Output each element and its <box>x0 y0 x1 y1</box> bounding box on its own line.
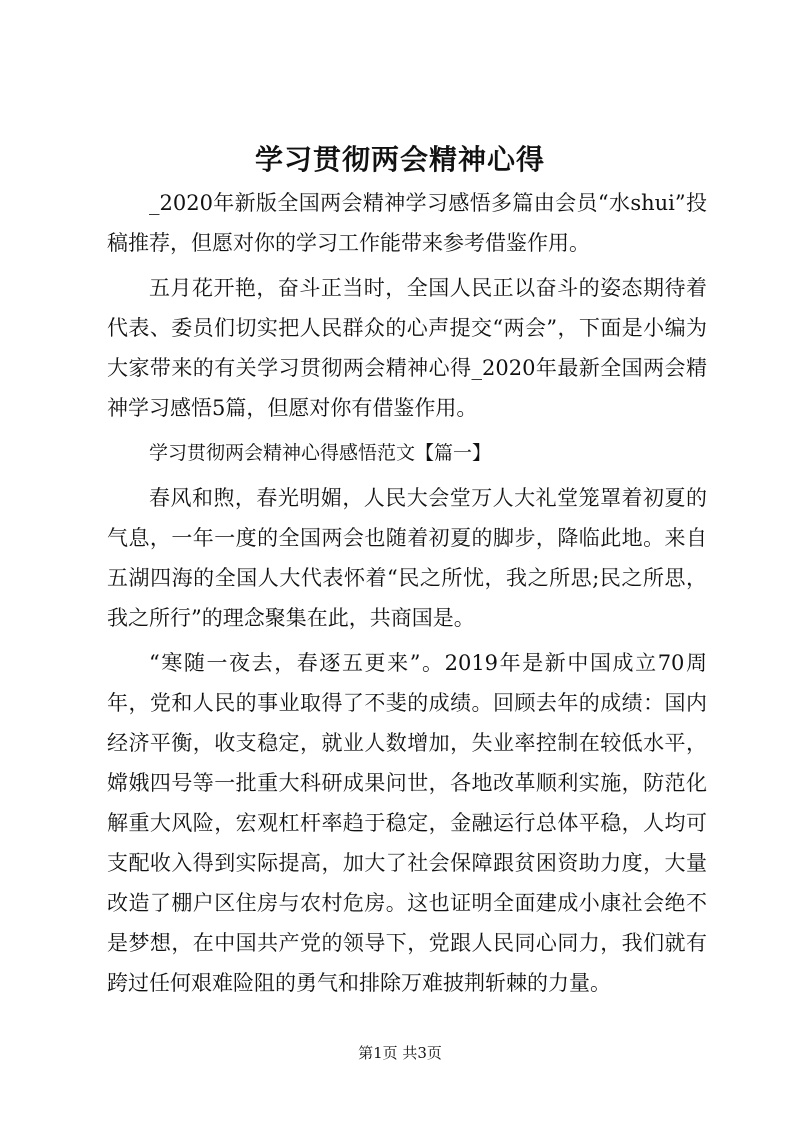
section-heading: 学习贯彻两会精神心得感悟范文【篇一】 <box>149 442 492 464</box>
paragraph-body-1: 春风和煦，春光明媚，人民大会堂万人大礼堂笼罩着初夏的气息，一年一度的全国两会也随着初夏的脚步，降临此地。来自五湖四海的全国人大代表怀着“民之所忧，我之所思;民之所思，我之所行”的理念聚集在此，共商国是。 <box>107 486 707 630</box>
document-title: 学习贯彻两会精神心得 <box>254 143 545 176</box>
paragraph-body-2: “寒随一夜去，春逐五更来”。2019年是新中国成立70周年，党和人民的事业取得了不斐的成绩。回顾去年的成绩：国内经济平衡，收支稳定，就业人数增加，失业率控制在较低水平，嫦娥四号等一批重大科研成果问世，各地改革顺利实施，防范化解重大风险，宏观杠杆率趋于稳定，金融运行总体平稳，人均可支配收入得到实际提高，加大了社会保障跟贫困资助力度，大量改造了棚户区住房与农村危房。这也证明全面建成小康社会绝不是梦想，在中国共产党的领导下，党跟人民同心同力，我们就有跨过任何艰难险阻的勇气和排除万难披荆斩棘的力量。 <box>107 651 707 995</box>
paragraph-intro: _2020年新版全国两会精神学习感悟多篇由会员“水shui”投稿推荐，但愿对你的学习工作能带来参考借鉴作用。 <box>107 191 707 255</box>
page-footer: 第1页 共3页 <box>358 1044 442 1062</box>
document-body <box>107 183 707 1008</box>
paragraph-summary: 五月花开艳，奋斗正当时，全国人民正以奋斗的姿态期待着代表、委员们切实把人民群众的心声提交“两会”，下面是小编为大家带来的有关学习贯彻两会精神心得_2020年最新全国两会精神学习感悟5篇，但愿对你有借鉴作用。 <box>107 276 707 420</box>
